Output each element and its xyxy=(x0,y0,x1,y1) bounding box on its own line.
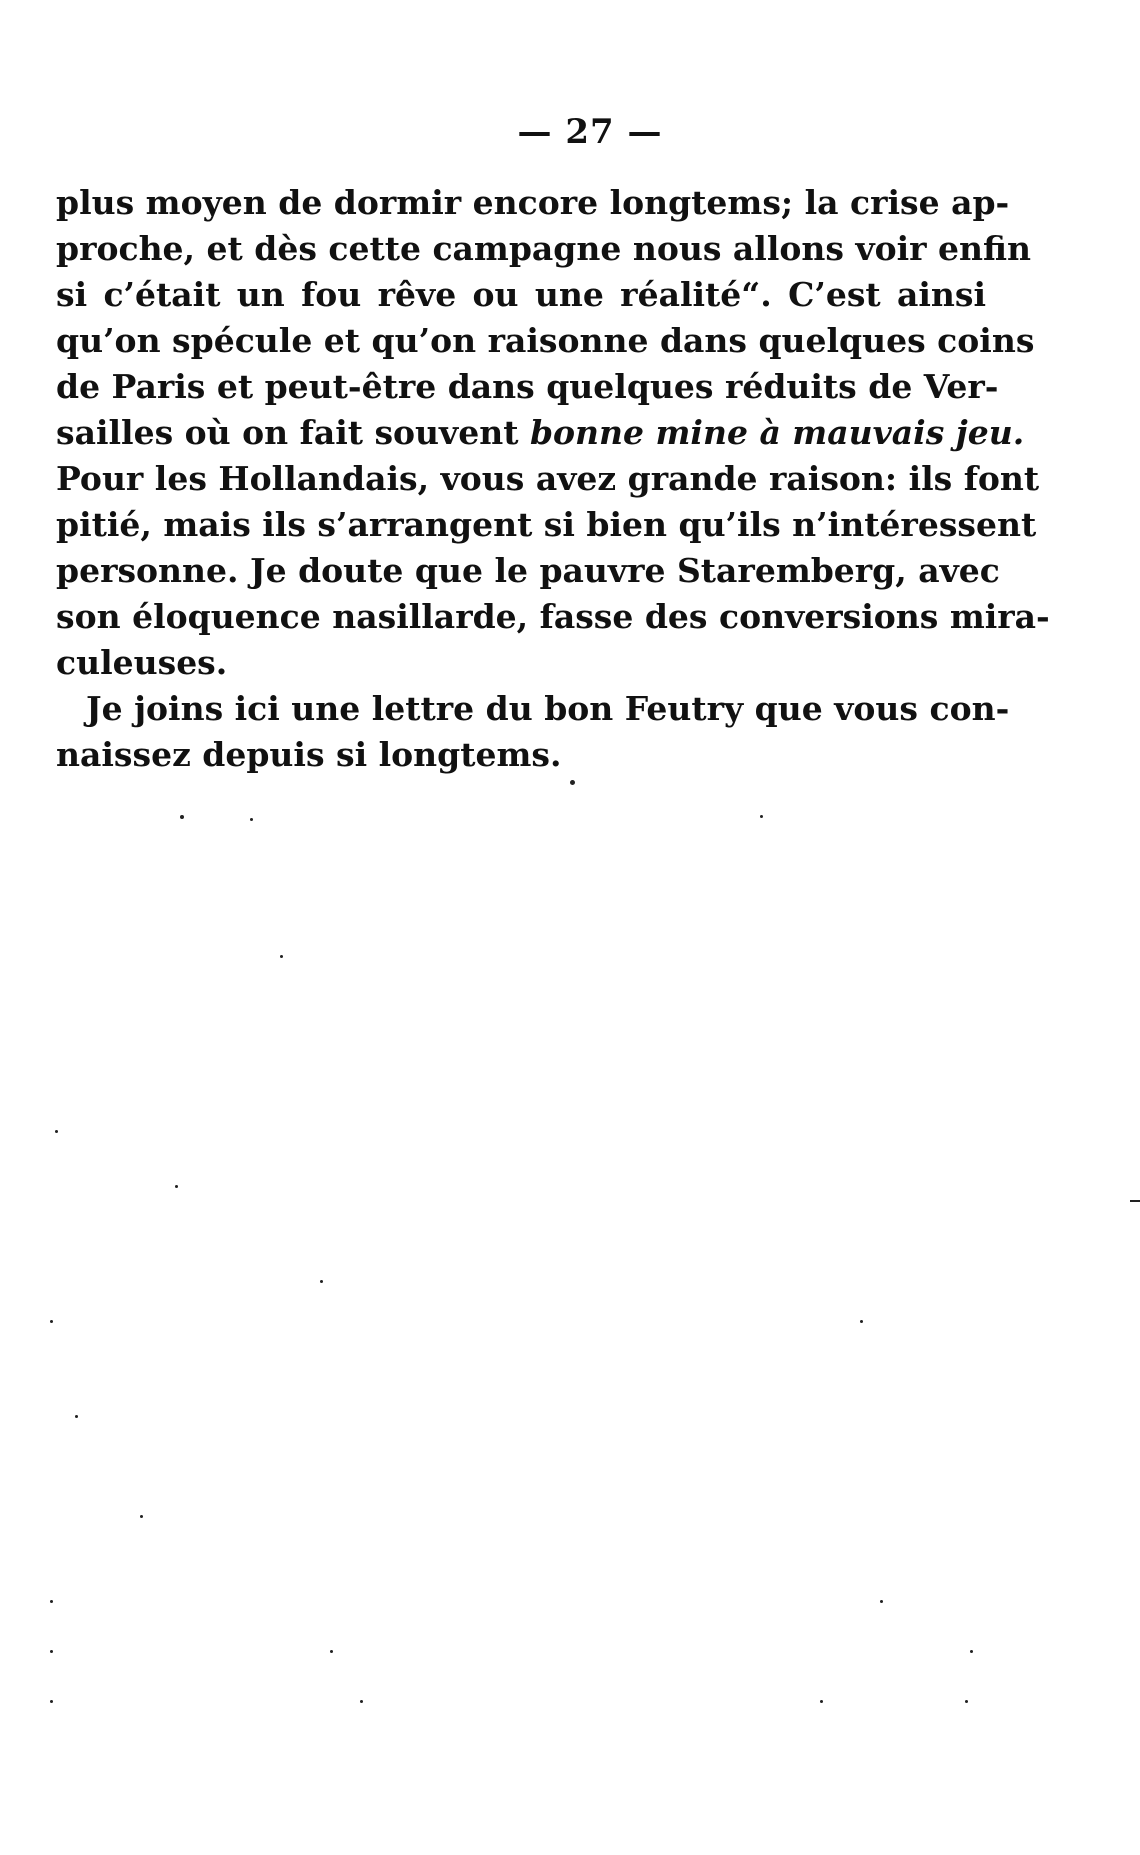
text-line: de Paris et peut-être dans quelques réduits de Ver- xyxy=(56,367,999,406)
text-line xyxy=(56,410,1025,456)
scan-speck xyxy=(280,955,283,958)
scan-speck xyxy=(175,1185,178,1188)
scan-speck xyxy=(50,1650,53,1653)
scan-speck xyxy=(50,1700,53,1703)
text-line: si c’était un fou rêve ou une réalité“. C’est ainsi xyxy=(56,275,986,314)
text-line-start: sailles où on fait souvent xyxy=(56,413,530,452)
italic-phrase: bonne mine à mauvais jeu. xyxy=(529,413,1025,452)
scan-speck xyxy=(970,1650,973,1653)
scan-speck xyxy=(1130,1200,1140,1202)
text-line: personne. Je doute que le pauvre Staremberg, avec xyxy=(56,551,1000,590)
scan-speck xyxy=(360,1700,363,1703)
text-line: proche, et dès cette campagne nous allons voir enfin xyxy=(56,229,1032,268)
text-line: Pour les Hollandais, vous avez grande raison: ils font xyxy=(56,459,1040,498)
body-text xyxy=(56,180,1050,778)
scan-speck xyxy=(55,1130,58,1133)
text-line: pitié, mais ils s’arrangent si bien qu’ils n’intéressent xyxy=(56,505,1037,544)
text-line: Je joins ici une lettre du bon Feutry que vous con- xyxy=(86,689,1010,728)
scan-speck xyxy=(75,1415,78,1418)
scan-speck xyxy=(320,1280,323,1283)
scan-speck xyxy=(570,780,575,785)
page-number-text: — 27 — xyxy=(517,112,663,152)
text-line: culeuses. xyxy=(56,643,228,682)
text-line: naissez depuis si longtems. xyxy=(56,735,562,774)
scan-speck xyxy=(880,1600,883,1603)
scan-speck xyxy=(820,1700,823,1703)
text-line: son éloquence nasillarde, fasse des conversions mira- xyxy=(56,597,1050,636)
scan-speck xyxy=(250,818,253,821)
scan-speck xyxy=(760,815,763,818)
text-line: qu’on spécule et qu’on raisonne dans quelques coins xyxy=(56,321,1035,360)
scan-speck xyxy=(180,815,184,819)
scan-speck xyxy=(50,1600,53,1603)
scan-speck xyxy=(965,1700,968,1703)
page-number xyxy=(0,112,1140,152)
scan-speck xyxy=(330,1650,333,1653)
scan-speck xyxy=(140,1515,143,1518)
scan-speck xyxy=(860,1320,863,1323)
scan-speck xyxy=(50,1320,53,1323)
text-line: plus moyen de dormir encore longtems; la crise ap- xyxy=(56,183,1010,222)
